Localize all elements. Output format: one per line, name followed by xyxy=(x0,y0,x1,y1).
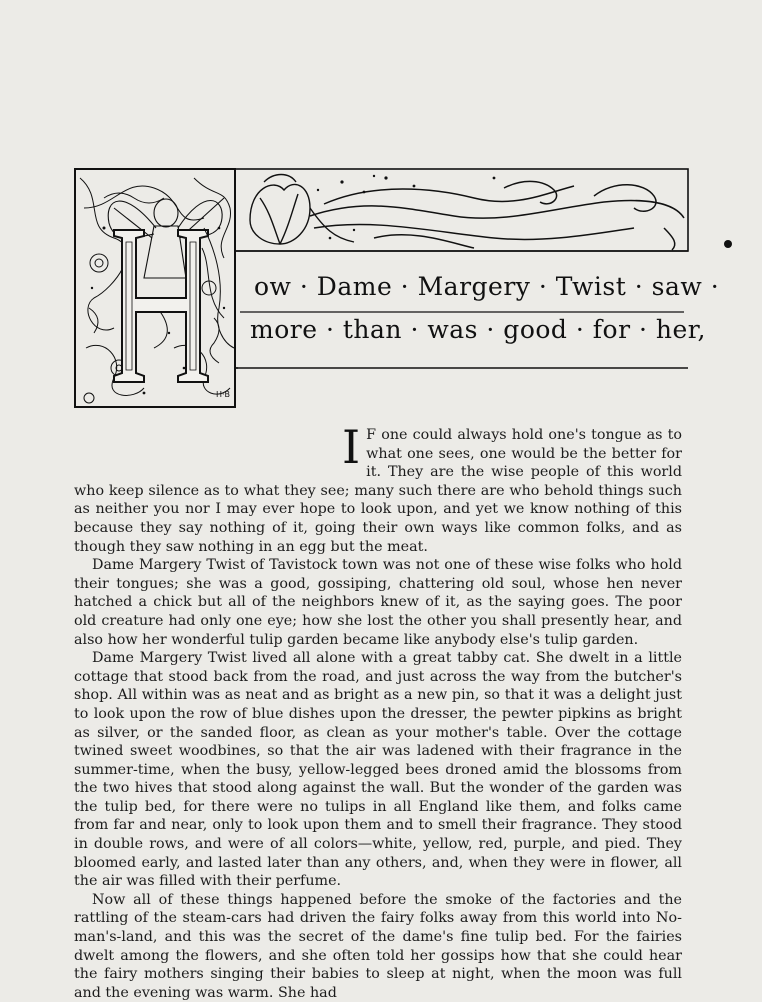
drop-cap: I xyxy=(342,420,361,474)
illustrator-monogram: H·B xyxy=(216,390,231,399)
story-body xyxy=(74,420,682,1002)
paragraph-4: Now all of these things happened before the smoke of the factories and the rattling of the steam-cars had driven the fairy folks away from this world into No-man's-land, and this was the secret of the dame's fine tulip bed. For the fairies dwelt among the flowers, and she often told her gossips how that she could hear the fairy mothers singing their babies to sleep at night, when the moon was full and the evening was warm. She had xyxy=(74,891,682,1001)
paragraph-3: Dame Margery Twist lived all alone with a great tabby cat. She dwelt in a little cottage that stood back from the road, and just across the way from the butcher's shop. All within was as neat and as bright as a new pin, so that it was a delight just to look upon the row of blue dishes upon the dresser, the pewter pipkins as bright as silver, or the sanded floor, as clean as your mother's table. Over the cottage twined sweet woodbines, so that the air was ladened with their fragrance in the summer-time, when the busy, yellow-legged bees droned amid the blossoms from the two hives that stood along against the wall. But the wonder of the garden was the tulip bed, for there were no tulips in all England like them, and folks came from far and near, only to look upon them and to smell their fragrance. They stood in double rows, and were of all colors—white, yellow, red, purple, and pied. They bloomed early, and lasted later than any others, and, when they were in flower, all the air was filled with their perfume. xyxy=(74,650,682,890)
paragraph-1 xyxy=(74,420,682,556)
paragraph-2: Dame Margery Twist of Tavistock town was not one of these wise folks who hold their tongues; she was a good, gossiping, chattering old soul, whose hen never hatched a chick but all of the neighbors knew of it, as the saying goes. The poor old creature had only one eye; how she lost the other you shall presently hear, and also how her wonderful tulip garden became like anybody else's tulip garden. xyxy=(74,557,682,648)
paragraph-1-text: F one could always hold one's tongue as to what one sees, one would be the better for it. They are the wise people of this world who keep silence as to what they see; many such there are who behold things such as neither you nor I may ever hope to look upon, and yet we know nothing of this because they say nothing of it, going their own ways like common folks, and as though they saw nothing in an egg but the meat. xyxy=(74,427,682,555)
story-title-line-2: more · than · was · good · for · her, xyxy=(250,315,706,344)
story-title-line-1: ow · Dame · Margery · Twist · saw · xyxy=(254,272,720,301)
margin-mark xyxy=(724,240,732,248)
ornamental-headpiece xyxy=(74,168,720,410)
